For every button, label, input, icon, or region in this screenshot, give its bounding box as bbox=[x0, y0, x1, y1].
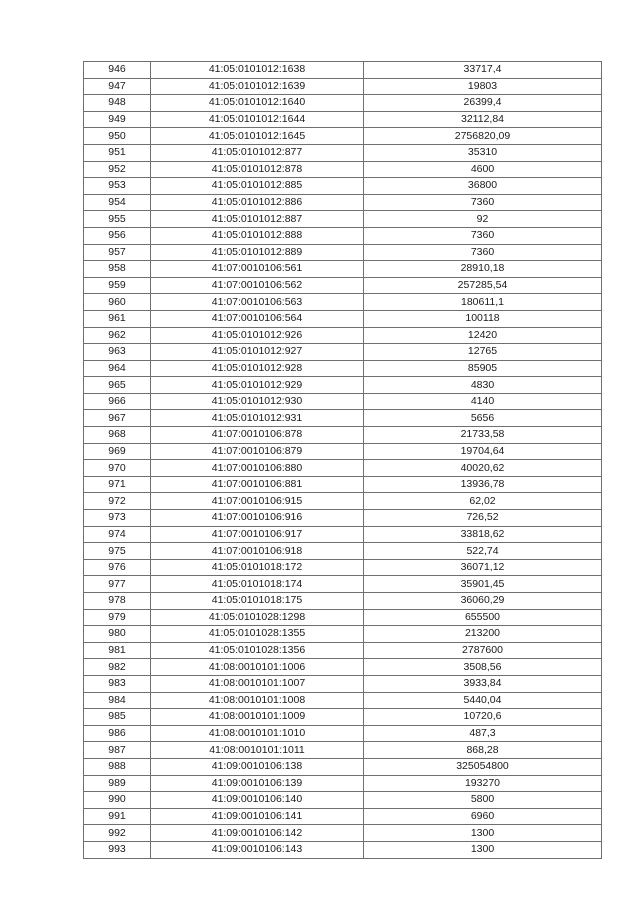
cadastral-number-cell: 41:09:0010106:142 bbox=[151, 825, 364, 842]
cadastral-number-cell: 41:05:0101012:1639 bbox=[151, 78, 364, 95]
value-cell: 85905 bbox=[364, 360, 602, 377]
row-number-cell: 964 bbox=[84, 360, 151, 377]
cadastral-number-cell: 41:05:0101012:1640 bbox=[151, 95, 364, 112]
table-row bbox=[84, 277, 602, 294]
cadastral-number-cell: 41:05:0101012:929 bbox=[151, 377, 364, 394]
table-row bbox=[84, 559, 602, 576]
row-number-cell: 957 bbox=[84, 244, 151, 261]
value-cell: 3933,84 bbox=[364, 675, 602, 692]
row-number-cell: 960 bbox=[84, 294, 151, 311]
cadastral-number-cell: 41:07:0010106:880 bbox=[151, 460, 364, 477]
value-cell: 4600 bbox=[364, 161, 602, 178]
table-row bbox=[84, 211, 602, 228]
cadastral-number-cell: 41:05:0101028:1298 bbox=[151, 609, 364, 626]
row-number-cell: 953 bbox=[84, 178, 151, 195]
row-number-cell: 946 bbox=[84, 62, 151, 79]
cadastral-number-cell: 41:07:0010106:878 bbox=[151, 427, 364, 444]
value-cell: 180611,1 bbox=[364, 294, 602, 311]
row-number-cell: 959 bbox=[84, 277, 151, 294]
table-row bbox=[84, 161, 602, 178]
table-row bbox=[84, 526, 602, 543]
value-cell: 193270 bbox=[364, 775, 602, 792]
row-number-cell: 958 bbox=[84, 261, 151, 278]
cadastral-number-cell: 41:09:0010106:138 bbox=[151, 758, 364, 775]
cadastral-number-cell: 41:08:0010101:1006 bbox=[151, 659, 364, 676]
value-cell: 3508,56 bbox=[364, 659, 602, 676]
row-number-cell: 961 bbox=[84, 310, 151, 327]
value-cell: 726,52 bbox=[364, 510, 602, 527]
table-row bbox=[84, 543, 602, 560]
table-row bbox=[84, 194, 602, 211]
table-row bbox=[84, 758, 602, 775]
table-row bbox=[84, 626, 602, 643]
row-number-cell: 983 bbox=[84, 675, 151, 692]
row-number-cell: 947 bbox=[84, 78, 151, 95]
cadastral-number-cell: 41:05:0101012:887 bbox=[151, 211, 364, 228]
table-row bbox=[84, 659, 602, 676]
row-number-cell: 948 bbox=[84, 95, 151, 112]
table-row bbox=[84, 576, 602, 593]
cadastral-number-cell: 41:05:0101012:889 bbox=[151, 244, 364, 261]
table-row bbox=[84, 294, 602, 311]
table-row bbox=[84, 111, 602, 128]
table-row bbox=[84, 792, 602, 809]
cadastral-number-cell: 41:05:0101012:1638 bbox=[151, 62, 364, 79]
row-number-cell: 973 bbox=[84, 510, 151, 527]
value-cell: 487,3 bbox=[364, 725, 602, 742]
table-row bbox=[84, 825, 602, 842]
cadastral-number-cell: 41:08:0010101:1010 bbox=[151, 725, 364, 742]
row-number-cell: 989 bbox=[84, 775, 151, 792]
table-row bbox=[84, 178, 602, 195]
row-number-cell: 987 bbox=[84, 742, 151, 759]
row-number-cell: 963 bbox=[84, 344, 151, 361]
value-cell: 7360 bbox=[364, 227, 602, 244]
cadastral-number-cell: 41:07:0010106:915 bbox=[151, 493, 364, 510]
cadastral-number-cell: 41:07:0010106:563 bbox=[151, 294, 364, 311]
table-row bbox=[84, 725, 602, 742]
cadastral-number-cell: 41:07:0010106:562 bbox=[151, 277, 364, 294]
row-number-cell: 985 bbox=[84, 709, 151, 726]
value-cell: 7360 bbox=[364, 194, 602, 211]
value-cell: 12420 bbox=[364, 327, 602, 344]
value-cell: 36800 bbox=[364, 178, 602, 195]
cadastral-value-table bbox=[83, 61, 602, 859]
value-cell: 655500 bbox=[364, 609, 602, 626]
table-row bbox=[84, 775, 602, 792]
table-row bbox=[84, 360, 602, 377]
row-number-cell: 982 bbox=[84, 659, 151, 676]
table-row bbox=[84, 344, 602, 361]
value-cell: 36060,29 bbox=[364, 593, 602, 610]
cadastral-number-cell: 41:05:0101012:1644 bbox=[151, 111, 364, 128]
cadastral-number-cell: 41:07:0010106:561 bbox=[151, 261, 364, 278]
table-body bbox=[84, 62, 602, 859]
value-cell: 7360 bbox=[364, 244, 602, 261]
cadastral-number-cell: 41:05:0101012:927 bbox=[151, 344, 364, 361]
cadastral-number-cell: 41:07:0010106:918 bbox=[151, 543, 364, 560]
cadastral-number-cell: 41:09:0010106:140 bbox=[151, 792, 364, 809]
row-number-cell: 976 bbox=[84, 559, 151, 576]
table-row bbox=[84, 327, 602, 344]
value-cell: 213200 bbox=[364, 626, 602, 643]
value-cell: 92 bbox=[364, 211, 602, 228]
value-cell: 33818,62 bbox=[364, 526, 602, 543]
cadastral-number-cell: 41:08:0010101:1008 bbox=[151, 692, 364, 709]
value-cell: 325054800 bbox=[364, 758, 602, 775]
cadastral-number-cell: 41:08:0010101:1007 bbox=[151, 675, 364, 692]
row-number-cell: 980 bbox=[84, 626, 151, 643]
table-row bbox=[84, 310, 602, 327]
value-cell: 12765 bbox=[364, 344, 602, 361]
cadastral-number-cell: 41:08:0010101:1011 bbox=[151, 742, 364, 759]
value-cell: 21733,58 bbox=[364, 427, 602, 444]
table-row bbox=[84, 675, 602, 692]
cadastral-number-cell: 41:07:0010106:881 bbox=[151, 476, 364, 493]
table-row bbox=[84, 841, 602, 858]
cadastral-number-cell: 41:05:0101028:1355 bbox=[151, 626, 364, 643]
cadastral-number-cell: 41:05:0101012:931 bbox=[151, 410, 364, 427]
row-number-cell: 990 bbox=[84, 792, 151, 809]
cadastral-number-cell: 41:05:0101012:886 bbox=[151, 194, 364, 211]
cadastral-number-cell: 41:05:0101012:878 bbox=[151, 161, 364, 178]
value-cell: 2787600 bbox=[364, 642, 602, 659]
table-row bbox=[84, 510, 602, 527]
row-number-cell: 949 bbox=[84, 111, 151, 128]
value-cell: 6960 bbox=[364, 808, 602, 825]
value-cell: 62,02 bbox=[364, 493, 602, 510]
row-number-cell: 992 bbox=[84, 825, 151, 842]
row-number-cell: 975 bbox=[84, 543, 151, 560]
table-row bbox=[84, 377, 602, 394]
value-cell: 40020,62 bbox=[364, 460, 602, 477]
cadastral-number-cell: 41:09:0010106:141 bbox=[151, 808, 364, 825]
row-number-cell: 988 bbox=[84, 758, 151, 775]
cadastral-number-cell: 41:05:0101012:877 bbox=[151, 144, 364, 161]
cadastral-number-cell: 41:07:0010106:879 bbox=[151, 443, 364, 460]
value-cell: 26399,4 bbox=[364, 95, 602, 112]
value-cell: 32112,84 bbox=[364, 111, 602, 128]
value-cell: 5440,04 bbox=[364, 692, 602, 709]
value-cell: 2756820,09 bbox=[364, 128, 602, 145]
row-number-cell: 954 bbox=[84, 194, 151, 211]
row-number-cell: 966 bbox=[84, 393, 151, 410]
cadastral-number-cell: 41:07:0010106:916 bbox=[151, 510, 364, 527]
cadastral-number-cell: 41:05:0101018:172 bbox=[151, 559, 364, 576]
row-number-cell: 970 bbox=[84, 460, 151, 477]
table-row bbox=[84, 393, 602, 410]
table-row bbox=[84, 244, 602, 261]
row-number-cell: 986 bbox=[84, 725, 151, 742]
cadastral-number-cell: 41:05:0101012:926 bbox=[151, 327, 364, 344]
table-row bbox=[84, 493, 602, 510]
table-row bbox=[84, 128, 602, 145]
value-cell: 1300 bbox=[364, 841, 602, 858]
row-number-cell: 991 bbox=[84, 808, 151, 825]
row-number-cell: 977 bbox=[84, 576, 151, 593]
value-cell: 13936,78 bbox=[364, 476, 602, 493]
cadastral-number-cell: 41:05:0101028:1356 bbox=[151, 642, 364, 659]
table-row bbox=[84, 593, 602, 610]
table-row bbox=[84, 742, 602, 759]
table-row bbox=[84, 808, 602, 825]
table-row bbox=[84, 261, 602, 278]
cadastral-number-cell: 41:05:0101018:174 bbox=[151, 576, 364, 593]
row-number-cell: 962 bbox=[84, 327, 151, 344]
table-row bbox=[84, 443, 602, 460]
row-number-cell: 993 bbox=[84, 841, 151, 858]
row-number-cell: 951 bbox=[84, 144, 151, 161]
table-row bbox=[84, 709, 602, 726]
row-number-cell: 984 bbox=[84, 692, 151, 709]
row-number-cell: 981 bbox=[84, 642, 151, 659]
table-row bbox=[84, 460, 602, 477]
cadastral-number-cell: 41:05:0101012:928 bbox=[151, 360, 364, 377]
value-cell: 5656 bbox=[364, 410, 602, 427]
table-row bbox=[84, 78, 602, 95]
table-row bbox=[84, 62, 602, 79]
row-number-cell: 978 bbox=[84, 593, 151, 610]
row-number-cell: 950 bbox=[84, 128, 151, 145]
table-row bbox=[84, 144, 602, 161]
row-number-cell: 965 bbox=[84, 377, 151, 394]
value-cell: 1300 bbox=[364, 825, 602, 842]
value-cell: 5800 bbox=[364, 792, 602, 809]
row-number-cell: 971 bbox=[84, 476, 151, 493]
value-cell: 100118 bbox=[364, 310, 602, 327]
table-row bbox=[84, 227, 602, 244]
cadastral-number-cell: 41:05:0101018:175 bbox=[151, 593, 364, 610]
value-cell: 36071,12 bbox=[364, 559, 602, 576]
value-cell: 35310 bbox=[364, 144, 602, 161]
table-row bbox=[84, 410, 602, 427]
table-row bbox=[84, 609, 602, 626]
cadastral-number-cell: 41:05:0101012:930 bbox=[151, 393, 364, 410]
table-row bbox=[84, 642, 602, 659]
row-number-cell: 969 bbox=[84, 443, 151, 460]
value-cell: 19704,64 bbox=[364, 443, 602, 460]
cadastral-number-cell: 41:05:0101012:888 bbox=[151, 227, 364, 244]
row-number-cell: 974 bbox=[84, 526, 151, 543]
cadastral-number-cell: 41:09:0010106:143 bbox=[151, 841, 364, 858]
row-number-cell: 967 bbox=[84, 410, 151, 427]
value-cell: 35901,45 bbox=[364, 576, 602, 593]
row-number-cell: 979 bbox=[84, 609, 151, 626]
row-number-cell: 972 bbox=[84, 493, 151, 510]
table-row bbox=[84, 95, 602, 112]
row-number-cell: 956 bbox=[84, 227, 151, 244]
row-number-cell: 955 bbox=[84, 211, 151, 228]
value-cell: 19803 bbox=[364, 78, 602, 95]
value-cell: 522,74 bbox=[364, 543, 602, 560]
table-row bbox=[84, 692, 602, 709]
cadastral-number-cell: 41:09:0010106:139 bbox=[151, 775, 364, 792]
value-cell: 28910,18 bbox=[364, 261, 602, 278]
value-cell: 33717,4 bbox=[364, 62, 602, 79]
cadastral-number-cell: 41:05:0101012:885 bbox=[151, 178, 364, 195]
cadastral-number-cell: 41:07:0010106:917 bbox=[151, 526, 364, 543]
cadastral-number-cell: 41:07:0010106:564 bbox=[151, 310, 364, 327]
row-number-cell: 952 bbox=[84, 161, 151, 178]
value-cell: 10720,6 bbox=[364, 709, 602, 726]
value-cell: 868,28 bbox=[364, 742, 602, 759]
value-cell: 257285,54 bbox=[364, 277, 602, 294]
cadastral-number-cell: 41:05:0101012:1645 bbox=[151, 128, 364, 145]
value-cell: 4830 bbox=[364, 377, 602, 394]
table-row bbox=[84, 476, 602, 493]
value-cell: 4140 bbox=[364, 393, 602, 410]
table-row bbox=[84, 427, 602, 444]
row-number-cell: 968 bbox=[84, 427, 151, 444]
cadastral-number-cell: 41:08:0010101:1009 bbox=[151, 709, 364, 726]
